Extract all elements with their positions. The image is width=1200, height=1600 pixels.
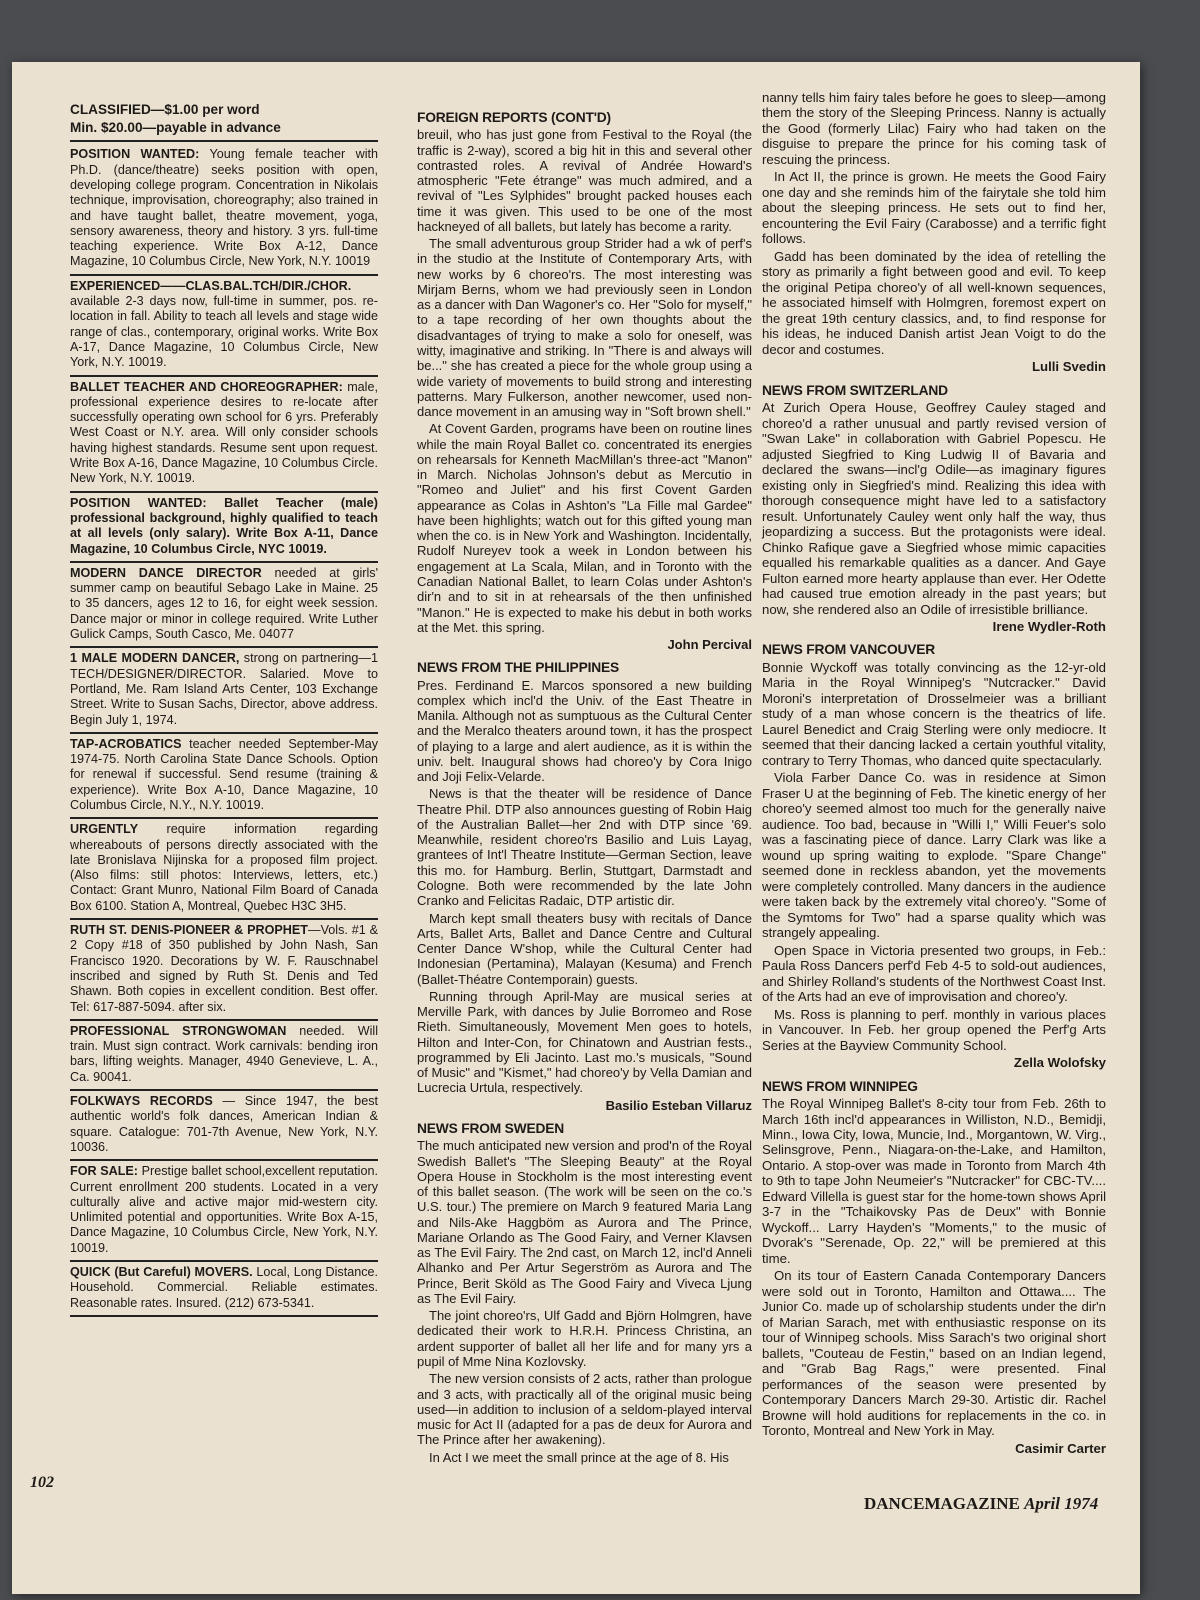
ad-text: require information regarding whereabouts of persons directly associated with the late Bronislava Nijinska for a proposed film project. (Also films: still photos: Interviews, letters, etc.) Contact: Grant Munro, National Film Board of Canada Box 6100. Station A, Montreal, Quebec H3C 3H5. <box>70 822 378 913</box>
ad-text: —Vols. #1 & 2 Copy #18 of 350 published by John Nash, San Francisco 1920. Decorations by W. F. Rauschnabel inscribed and signed by Ruth St. Denis and Ted Shawn. Both copies in excellent condition. Best offer. Tel: 617-887-5094. after six. <box>70 923 378 1014</box>
article-paragraph: Running through April-May are musical series at Merville Park, with dances by Julie Borromeo and Rose Rieth. Simultaneously, Movement Men goes to hotels, Hilton and Inter-Con, for Chinatown and Austrian fests., programmed by Eli Jacinto. Last mo.'s musicals, "Sound of Music" and "Kismet," had choreo'y by Vella Damian and Lucrecia Urtula, respectively. <box>417 988 752 1096</box>
classified-ad <box>70 144 378 275</box>
ad-lead: TAP-ACROBATICS <box>70 736 182 751</box>
section-heading: NEWS FROM SWITZERLAND <box>762 382 948 398</box>
article-paragraph: The much anticipated new version and prod'n of the Royal Swedish Ballet's "The Sleeping Beauty" at the Royal Opera House in Stockholm is the most interesting event of this ballet season. (The work will be seen on the co.'s U.S. tour.) The premiere on March 9 featured Maria Lang and Nils-Ake Haggböm as Aurora and The Prince, Mariane Orlando as The Good Fairy, and Verner Klavsen as The Evil Fairy. The 2nd cast, on March 12, incl'd Anneli Alhanko and Per Artur Segerström as Aurora and The Prince, Berit Sköld as The Good Fairy and Viveca Ljung as The Evil Fairy. <box>417 1138 752 1306</box>
classified-ad <box>70 648 378 733</box>
ad-lead: PROFESSIONAL STRONGWOMAN <box>70 1023 287 1038</box>
ad-text: available 2-3 days now, full-time in summer, pos. re-location in fall. Ability to teach all levels and stage wide range of clas., contemporary, original works. Write Box A-17, Dance Magazine, 10 Columbus Circle, New York, N.Y. 10019. <box>70 294 378 370</box>
ad-text: Ballet Teacher (male) professional background, highly qualified to teach at all levels (only salary). Write Box A-11, Dance Magazine, 10 Columbus Circle, NYC 10019. <box>70 495 378 556</box>
ad-lead: POSITION WANTED: <box>70 147 200 162</box>
article-paragraph: At Covent Garden, programs have been on routine lines while the main Royal Ballet co. concentrated its energies on rehearsals for Kenneth MacMillan's three-act "Manon" in March. Nicholas Johnson's debut as Mercutio in "Romeo and Juliet" and his first Covent Garden appearance as Colas in Ashton's "La Fille mal Gardee" have been highlights; watch out for this gifted young man when the co. is in New York and Washington. Incidentally, Rudolf Nureyev took a week in London between his engagement at La Scala, Milan, and in Toronto with the Canadian National Ballet, to learn Colas under Ashton's dir'n and to sit in at rehearsals of the then unfinished "Manon." He is expected to make his debut in both works at the Met. this spring. <box>417 421 752 635</box>
article-paragraph: In Act I we meet the small prince at the age of 8. His <box>429 1449 729 1465</box>
classified-ad <box>70 276 378 377</box>
classified-ad <box>70 563 378 648</box>
article-paragraph: The Royal Winnipeg Ballet's 8-city tour from Feb. 26th to March 16th incl'd appearances in Williston, N.D., Bemidji, Minn., Iowa City, Iowa, Muncie, Ind., Morgantown, W. Virg., Selinsgrove, Penn., Niagara-on-the-Lake, and Hamilton, Ontario. A stop-over was made in Toronto from March 4th to 9th to tape John Neumeier's "Nutcracker" for CBC-TV.... Edward Villella is guest star for the home-town shows April 3-7 in the "Tchaikovsky Pas de Deux" with Bonnie Wyckoff... Larry Hayden's "Moments," to the music of Dvorak's "Serenade, Op. 22," will be premiered at this time. <box>762 1096 1106 1266</box>
author-byline: Zella Wolofsky <box>1013 1055 1106 1071</box>
classified-ad <box>70 1161 378 1262</box>
classified-ad <box>70 1262 378 1317</box>
ad-text: Young female teacher with Ph.D. (dance/theatre) seeks position with open, developing college program. Concentration in Nikolais technique, improvisation, choreography; also trained in and have taught ballet, theatre movement, yoga, sensory awareness, theory and history. 3 yrs. full-time teaching experience. Write Box A-12, Dance Magazine, 10 Columbus Circle, New York, N.Y. 10019 <box>70 147 378 269</box>
ad-text: Prestige ballet school,excellent reputation. Current enrollment 200 students. Located in a very culturally alive and active major mid-western city. Unlimited potential and opportunities. Write Box A-15, Dance Magazine, 10 Columbus Circle, New York, N.Y. 10019. <box>70 1164 378 1255</box>
classified-header <box>70 102 378 142</box>
magazine-page <box>12 62 1140 1594</box>
classified-ad <box>70 1091 378 1161</box>
section-heading: NEWS FROM WINNIPEG <box>762 1078 918 1094</box>
ad-lead: BALLET TEACHER AND CHOREOGRAPHER: <box>70 379 343 394</box>
article-paragraph: News is that the theater will be residence of Dance Theatre Phil. DTP also announces guesting of Robin Haig of the Australian Ballet—her 2nd with DTP since '69. Meanwhile, resident choreo'rs Basilio and Luis Layag, grantees of Int'l Theatre Institute—German Section, leave this mo. for Hamburg. Berlin, Stuttgart, Darmstadt and Cologne. Both were recommended by the late John Cranko and Felicitas Radaic, DTP artistic dir. <box>417 786 752 909</box>
ad-text: male, professional experience desires to re-locate after successfully operating own school for 6 yrs. Preferably West Coast or N.Y. area. Will only consider schools having highest standards. Resume sent upon request. Write Box A-16, Dance Magazine, 10 Columbus Circle. New York, N.Y. 10019. <box>70 379 378 486</box>
classified-title: CLASSIFIED—$1.00 per word <box>70 102 260 117</box>
ad-lead: 1 MALE MODERN DANCER, <box>70 651 240 666</box>
article-paragraph: At Zurich Opera House, Geoffrey Cauley staged and choreo'd a rather unusual and partly revised version of "Swan Lake" in collaboration with Gabriel Popescu. He adjusted Siegfried to King Ludwig II of Bavaria and declared the swans—incl'g Odile—as imaginary figures existing only in Siegfried's mind. Realizing this idea with thorough consequence might have led to a satisfactory result. Unfortunately Cauley went only half the way, thus jeopardizing a success. But the protagonists were ideal. Chinko Rafique gave a Siegfried whose mimic capacities equalled his remarkable qualities as a dancer. And Gaye Fulton earned more hearty applause than ever. Her Odette had caused true emotion already in the past years; but now, she rendered also an Odile of irresistible brilliance. <box>762 400 1106 617</box>
ad-lead: FOR SALE: <box>70 1164 139 1179</box>
classified-ad <box>70 819 378 920</box>
ad-text: — Since 1947, the best authentic world's folk dances, American Indian & square. Catalogue: 701-7th Avenue, New York, N.Y. 10036. <box>70 1094 378 1154</box>
ad-lead: EXPERIENCED——CLAS.BAL.TCH/DIR./CHOR. <box>70 278 352 293</box>
ad-lead: URGENTLY <box>70 822 139 837</box>
section-heading: NEWS FROM THE PHILIPPINES <box>417 660 619 676</box>
classified-column <box>70 100 378 1317</box>
author-byline: John Percival <box>667 637 752 653</box>
article-paragraph: The new version consists of 2 acts, rather than prologue and 3 acts, with practically all of the original music being used—in addition to inclusion of a seldom-played interval music for Act II (adapted for a pas de deux for Aurora and The Prince after her awakening). <box>417 1371 753 1448</box>
author-byline: Casimir Carter <box>1015 1440 1106 1456</box>
article-paragraph: Gadd has been dominated by the idea of retelling the story as primarily a fight between good and evil. To keep the original Petipa choreo'y of all well-known sequences, he associated himself with Holmgren, foremost expert on the great 19th century classics, and, to find response for his ideas, he induced Danish artist Jean Voigt to do the decor and costumes. <box>762 248 1106 357</box>
ad-text: Local, Long Distance. Household. Commercial. Reliable estimates. Reasonable rates. Insured. (212) 673-5341. <box>70 1265 378 1310</box>
magazine-name: DANCEMAGAZINE <box>864 1494 1020 1513</box>
classified-ad <box>70 1021 378 1091</box>
ad-text: needed. Will train. Must sign contract. Work carnivals: bending iron bars, lifting weights. Manager, 4940 Genevieve, L. A., Ca. 90041. <box>70 1023 378 1084</box>
ad-lead: RUTH ST. DENIS-PIONEER & PROPHET <box>70 923 308 938</box>
section-heading: NEWS FROM SWEDEN <box>417 1121 565 1136</box>
ad-text: needed at girls' summer camp on beautiful Sebago Lake in Maine. 25 to 35 dancers, ages 12 to 16, for eight week session. Dance major or minor in college required. Write Luther Gulick Camps, South Casco, Me. 04077 <box>70 565 378 642</box>
foreign-reports-column <box>417 110 752 1467</box>
ad-lead: FOLKWAYS RECORDS <box>70 1094 213 1109</box>
ad-text: strong on partnering—1 TECH/DESIGNER/DIRECTOR. Salaried. Move to Portland, Me. Ram Island Arts Center, 103 Exchange Street. Write to Susan Sachs, Director, above address. Begin July 1, 1974. <box>70 651 378 727</box>
article-paragraph: In Act II, the prince is grown. He meets the Good Fairy one day and she reminds him of the fairytale she told him about the sleeping princess. He sets out to find her, encountering the Evil Fairy (Carabosse) and a terrific fight follows. <box>762 169 1106 247</box>
ad-lead: MODERN DANCE DIRECTOR <box>70 565 262 580</box>
news-column <box>762 90 1106 1460</box>
page-number: 102 <box>30 1474 54 1491</box>
article-paragraph: On its tour of Eastern Canada Contemporary Dancers were sold out in Toronto, Hamilton and Ottawa.... The Junior Co. made up of scholarship students under the dir'n of Marian Sarach, met with enthusiastic response on its tour of Winnipeg schools. Miss Sarach's two original short ballets, "Couteau de Festin," based on an Indian legend, and "Grab Bag Rags," were presented. Final performances of the season were presented by Contemporary Dancers March 29-30. Artistic dir. Rachel Browne will hold auditions for replacements in the co. in Toronto, Montreal and New York in May. <box>762 1268 1106 1439</box>
author-byline: Basilio Esteban Villaruz <box>605 1097 752 1113</box>
author-byline: Lulli Svedin <box>1031 359 1106 375</box>
ad-lead: QUICK (But Careful) MOVERS. <box>70 1265 253 1279</box>
article-paragraph: The joint choreo'rs, Ulf Gadd and Björn Holmgren, have dedicated their work to H.R.H. Princess Christina, an ardent supporter of ballet all her life and for many yrs a pupil of Mme Nina Kozlovsky. <box>417 1308 752 1369</box>
classified-ad <box>70 734 378 819</box>
classified-ad <box>70 920 378 1021</box>
issue-date: April 1974 <box>1024 1494 1099 1513</box>
article-paragraph: nanny tells him fairy tales before he goes to sleep—among them the story of the Sleeping Princess. Nanny is actually the Good (formerly Lilac) Fairy who had taken on the disguise to prepare the prince for his coming task of rescuing the princess. <box>762 90 1106 167</box>
classified-ad <box>70 493 378 563</box>
article-paragraph: Open Space in Victoria presented two groups, in Feb.: Paula Ross Dancers perf'd Feb 4-5 to sold-out audiences, and Shirley Rolland's students of the Northwest Coast Inst. of the Arts had an eve of improvisation and choreo'y. <box>762 942 1106 1005</box>
article-paragraph: The small adventurous group Strider had a wk of perf's in the studio at the Institute of Contemporary Arts, with new works by 6 choreo'rs. The most interesting was Mirjam Berns, whom we had previously seen in London as a dancer with Dan Wagoner's co. Her "Solo for myself," to a tape recording of her own thoughts about the disadvantages of trying to make a solo for oneself, was witty, imaginative and striking. In "There is and always will be..." she has created a piece for the whole group using a wide variety of movements to build strong and interesting patterns. Mary Fulkerson, another newcomer, used non-dance movement in an amusing way in "Soft brown shell." <box>417 236 752 420</box>
article-paragraph: Ms. Ross is planning to perf. monthly in various places in Vancouver. In Feb. her group opened the Perf'g Arts Series at the Bayview Community School. <box>762 1006 1106 1053</box>
article-paragraph: breuil, who has just gone from Festival to the Royal (the traffic is 2-way), scored a big hit in this and several other contrasted roles. A revival of Andrée Howard's atmospheric "Fete étrange" was much admired, and a revival of "Les Sylphides" brought packed houses each time it was given. This used to be one of the most hackneyed of all ballets, but lately has become a rarity. <box>417 127 752 234</box>
ad-lead: POSITION WANTED: <box>70 495 207 510</box>
article-paragraph: Pres. Ferdinand E. Marcos sponsored a new building complex which incl'd the Univ. of the East Theatre in Manila. Although not as sumptuous as the Cultural Center and the Meralco theaters around town, it has the prospect of playing to a large and alert audience, as it is within the univ. belt. Inaugural shows had choreo'y by Cora Inigo and Joji Felix-Velarde. <box>417 677 752 785</box>
magazine-footer <box>864 1494 1098 1514</box>
article-paragraph: March kept small theaters busy with recitals of Dance Arts, Ballet Arts, Ballet and Dance Centre and Cultural Center Dance W'shop, while the Cultural Center had Indonesian (Pertamina), Malayan (Kesuma) and French (Ballet-Théatre Contemporain) guests. <box>417 910 752 987</box>
article-paragraph: Bonnie Wyckoff was totally convincing as the 12-yr-old Maria in the Royal Winnipeg's "Nutcracker." David Moroni's interpretation of Drosselmeier was a brilliant study of a man whose concern is the theatrics of life. Laurel Benedict and Craig Sterling were only mediocre. It seemed that their dancing lacked a certain youthful vitality, contrary to Terry Thomas, who danced quite spectacularly. <box>762 659 1106 768</box>
classified-rate: Min. $20.00—payable in advance <box>70 119 281 135</box>
ad-text: teacher needed September-May 1974-75. North Carolina State Dance Schools. Option for renewal if successful. Send resume (training & experience). Write Box A-10, Dance Magazine, 10 Columbus Circle, N.Y., N.Y. 10019. <box>70 736 378 812</box>
section-heading: FOREIGN REPORTS (CONT'D) <box>417 110 611 125</box>
author-byline: Irene Wydler-Roth <box>992 618 1106 634</box>
classified-ad <box>70 377 378 493</box>
section-heading: NEWS FROM VANCOUVER <box>762 642 936 658</box>
article-paragraph: Viola Farber Dance Co. was in residence at Simon Fraser U at the beginning of Feb. The kinetic energy of her choreo'y seemed almost too much for the generally naive audience. Too bad, because in "Willi I," Willi Feuer's solo was a fascinating piece of dance. Larry Clark was like a wound up spring waiting to explode. "Spare Change" seemed done in reckless abandon, yet the movements were completely controlled. Many dancers in the audience were taken back by the extremely vital choreo'y. "Some of the Symtoms for Two" had a sparse quality which was strangely appealing. <box>762 770 1106 941</box>
